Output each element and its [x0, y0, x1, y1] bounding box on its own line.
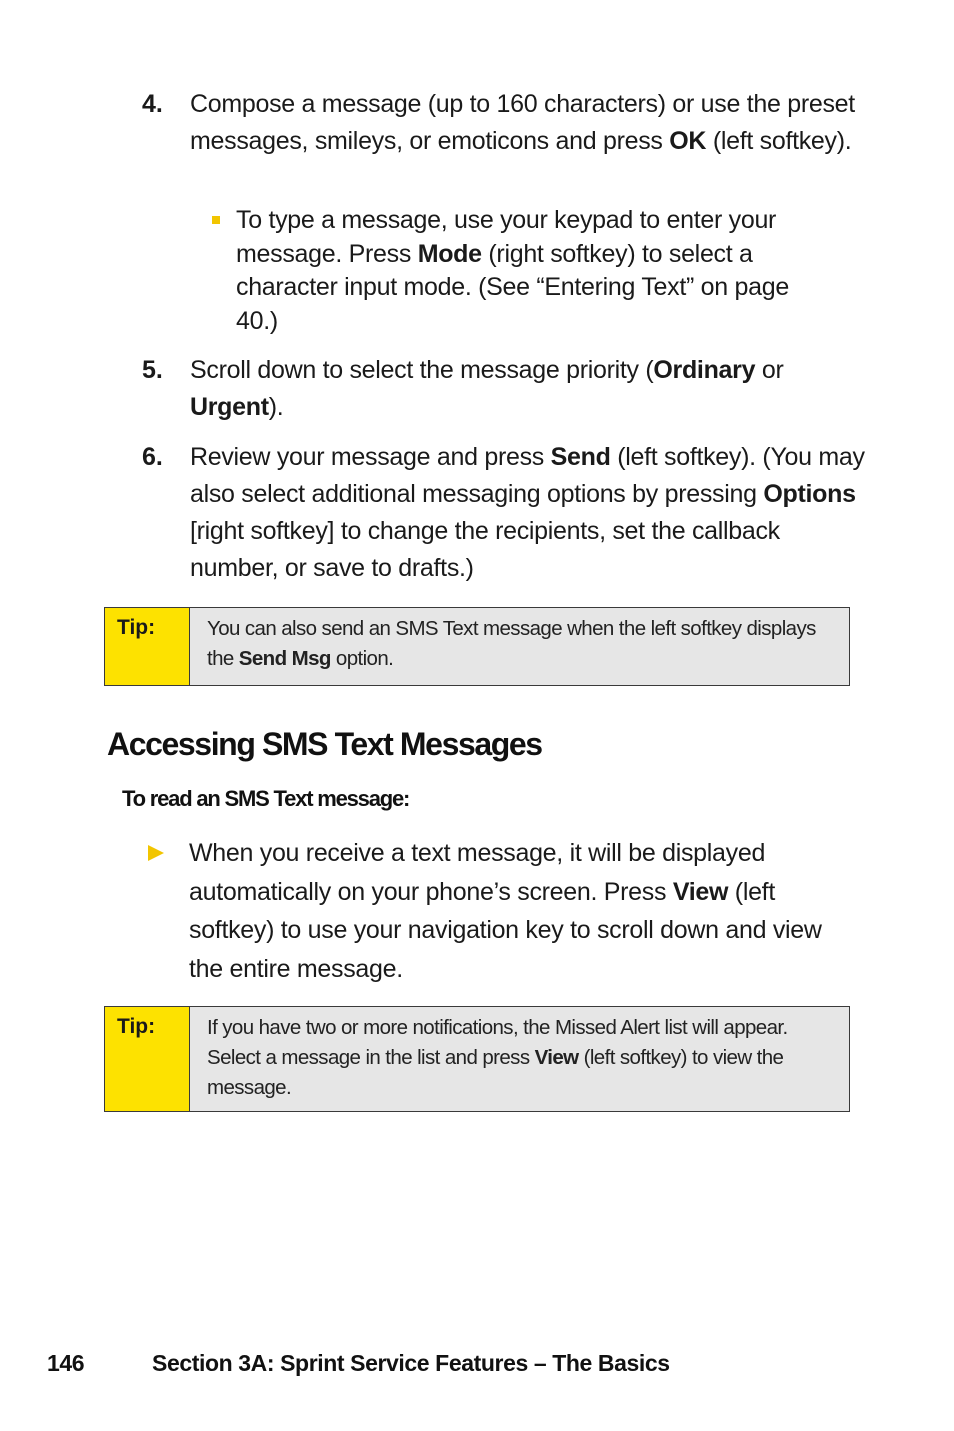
key-view: View [672, 877, 729, 906]
step-number: 6. [142, 443, 163, 471]
square-bullet-icon [212, 216, 220, 224]
key-options: Options [763, 480, 856, 508]
key-send: Send [550, 443, 611, 471]
arrow-bullet-icon [148, 845, 164, 861]
section-heading: Accessing SMS Text Messages [107, 726, 542, 762]
key-mode: Mode [417, 239, 482, 268]
key-ok: OK [669, 127, 707, 155]
arrow-item [148, 834, 848, 988]
sub-bullet-text: To type a message, use your keypad to enter your message. Press Mode (right softkey) to select a character input mode. (See “Entering Text” on page 40.) [236, 206, 789, 335]
tip-box [104, 607, 850, 686]
option-ordinary: Ordinary [653, 356, 756, 384]
step-number: 5. [142, 356, 163, 384]
section-title: Section 3A: Sprint Service Features – The Basics [152, 1350, 670, 1376]
sub-bullet [208, 204, 828, 338]
arrow-item-text: When you receive a text message, it will be displayed automatically on your phone’s screen. Press View (left softkey) to use your navigation key to scroll down and view the entire message. [189, 839, 822, 983]
tip-text: If you have two or more notifications, the Missed Alert list will appear. Select a message in the list and press View (left softkey) to view the message. [207, 1016, 788, 1099]
step-4 [142, 86, 872, 160]
tip-box [104, 1006, 850, 1112]
step-text: Compose a message (up to 160 characters) or use the preset messages, smileys, or emoticons and press OK (left softkey). [190, 90, 855, 155]
tip-text: You can also send an SMS Text message when the left softkey displays the Send Msg option. [207, 617, 816, 670]
tip-label: Tip: [105, 608, 190, 685]
step-6 [142, 439, 872, 587]
tip-label: Tip: [105, 1007, 190, 1111]
page-number: 146 [47, 1350, 85, 1376]
step-text: Scroll down to select the message priority (Ordinary or Urgent). [190, 356, 784, 421]
step-text: Review your message and press Send (left softkey). (You may also select additional messaging options by pressing Options [right softkey] to change the recipients, set the callback number, or save to drafts.) [190, 443, 865, 582]
key-view: View [534, 1046, 579, 1069]
step-5 [142, 352, 872, 426]
procedure-heading: To read an SMS Text message: [122, 786, 410, 811]
key-send-msg: Send Msg [238, 647, 331, 670]
step-number: 4. [142, 90, 163, 118]
page-footer [47, 1350, 670, 1377]
option-urgent: Urgent [190, 393, 269, 421]
